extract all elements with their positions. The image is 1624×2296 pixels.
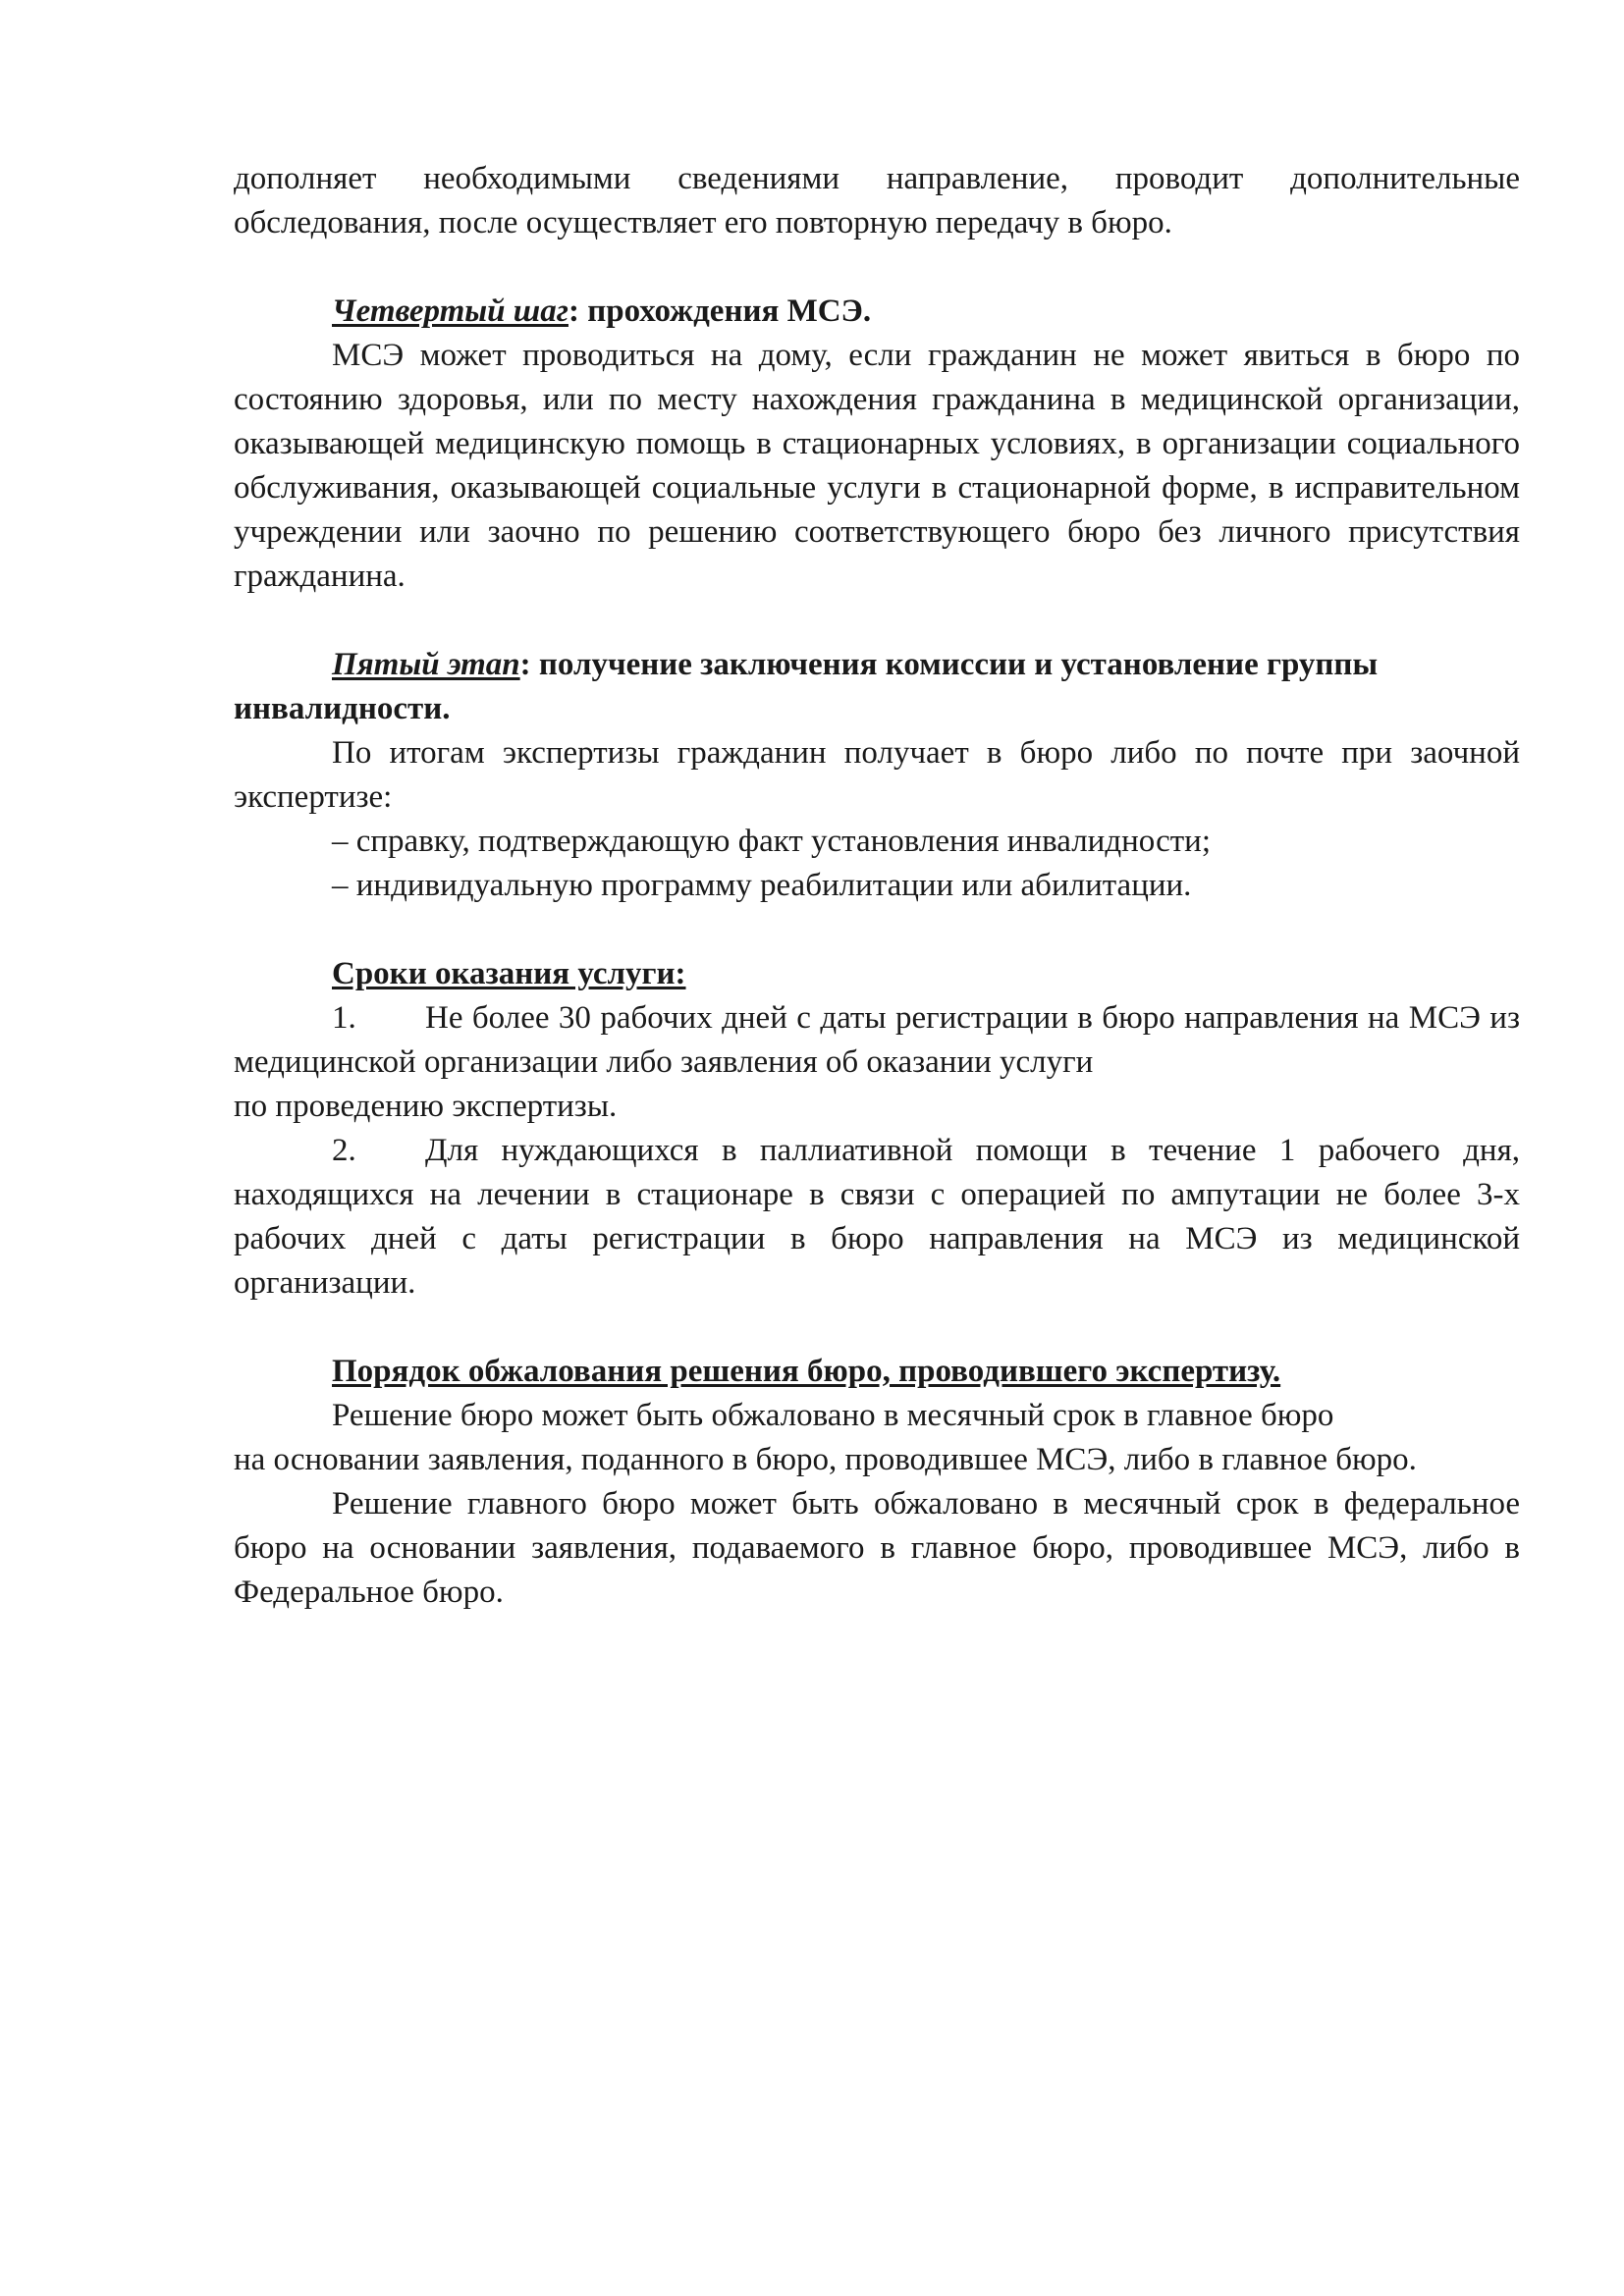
step5-heading [234, 643, 1520, 731]
spacer [234, 1306, 1520, 1350]
appeal-paragraph-1b: на основании заявления, поданного в бюро, проводившее МСЭ, либо в главное бюро. [234, 1442, 1417, 1477]
step4-paragraph: МСЭ может проводиться на дому, если гражданин не может явиться в бюро по состоянию здоровья, или по месту нахождения гражданина в медицинской организации, оказывающей медицинскую помощь в стационарных условиях, в организации социального обслуживания, оказывающей социальные услуги в стационарной форме, в исправительном учреждении или заочно по решению соответствующего бюро без личного присутствия гражданина. [234, 338, 1520, 594]
terms-item-number: 2. [332, 1133, 356, 1168]
step5-paragraph: По итогам экспертизы гражданин получает в бюро либо по почте при заочной экспертизе: [234, 735, 1520, 815]
page-content [234, 157, 1520, 1615]
spacer [234, 599, 1520, 643]
step5-title: : получение заключения комиссии и установление группы инвалидности. [234, 647, 1379, 726]
terms-item-text: Не более 30 рабочих дней с даты регистрации в бюро направления на МСЭ из медицинской организации либо заявления об оказании услуги [234, 1000, 1520, 1080]
terms-item-1 [234, 996, 1520, 1085]
step5-list-item: – индивидуальную программу реабилитации или абилитации. [332, 868, 1192, 903]
terms-item-1-tail: по проведению экспертизы. [234, 1089, 618, 1124]
appeal-paragraph-2: Решение главного бюро может быть обжаловано в месячный срок в федеральное бюро на основании заявления, подаваемого в главное бюро, проводившее МСЭ, либо в Федеральное бюро. [234, 1486, 1520, 1610]
terms-item-text: Для нуждающихся в паллиативной помощи в течение 1 рабочего дня, находящихся на лечении в стационаре в связи с операцией по ампутации не более 3-х рабочих дней с даты регистрации в бюро направления на МСЭ из медицинской организации. [234, 1133, 1520, 1301]
step4-title: : прохождения МСЭ. [568, 294, 872, 329]
terms-heading: Сроки оказания услуги: [332, 956, 686, 991]
appeal-paragraph-1a: Решение бюро может быть обжаловано в месячный срок в главное бюро [332, 1398, 1334, 1433]
terms-item-number: 1. [332, 1000, 356, 1036]
step5-list-item: – справку, подтверждающую факт установления инвалидности; [332, 824, 1211, 859]
appeal-heading: Порядок обжалования решения бюро, проводившего экспертизу. [332, 1354, 1281, 1389]
spacer [234, 245, 1520, 290]
step4-heading [234, 290, 1520, 334]
spacer [234, 908, 1520, 952]
step5-lead: Пятый этап [332, 647, 520, 682]
step4-lead: Четвертый шаг [332, 294, 568, 329]
terms-item-2 [234, 1129, 1520, 1306]
intro-paragraph: дополняет необходимыми сведениями направление, проводит дополнительные обследования, после осуществляет его повторную передачу в бюро. [234, 161, 1520, 240]
